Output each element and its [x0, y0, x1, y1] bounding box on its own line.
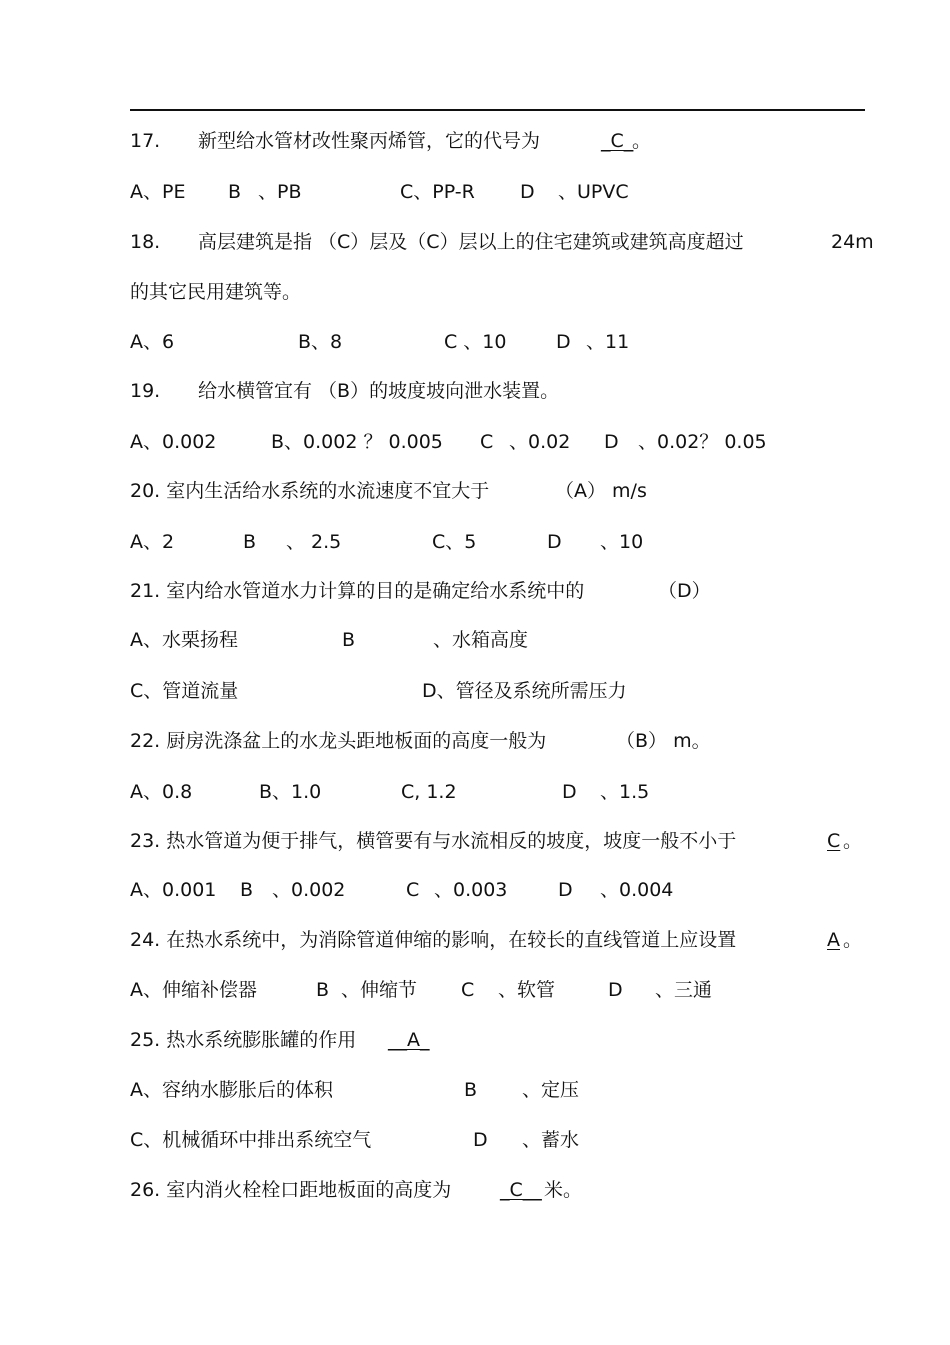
option-a: A、水栗扬程	[130, 629, 238, 651]
option-a: A、0.001	[130, 879, 217, 901]
option-c: C、管道流量	[130, 680, 239, 702]
option-a: A、伸缩补偿器	[130, 979, 257, 1001]
answer-blank: （A） m/s	[555, 480, 647, 502]
answer-blank: _C__	[500, 1179, 542, 1201]
option-d: D、管径及系统所需压力	[422, 680, 627, 702]
option-b: B、8	[298, 331, 343, 353]
option-c-letter: C	[406, 879, 420, 901]
question-text: 21. 室内给水管道水力计算的目的是确定给水系统中的	[130, 580, 585, 602]
question-text: 20. 室内生活给水系统的水流速度不宜大于	[130, 480, 490, 502]
option-d-letter: D	[547, 531, 562, 553]
option-d: 、0.004	[600, 879, 674, 901]
option-d-letter: D	[562, 781, 577, 803]
option-d: 、UPVC	[558, 181, 629, 203]
option-d: 、0.02？ 0.05	[638, 431, 767, 453]
option-a: A、6	[130, 331, 175, 353]
question-end: 。	[632, 130, 652, 152]
option-c: C、机械循环中排出系统空气	[130, 1129, 372, 1151]
option-d: 、蓄水	[522, 1129, 580, 1151]
question-number: 18.	[130, 231, 161, 253]
option-d: 、11	[586, 331, 630, 353]
option-c: 、0.003	[434, 879, 508, 901]
option-c: C 、10	[444, 331, 507, 353]
option-b-letter: B	[228, 181, 242, 203]
option-b: B、1.0	[259, 781, 322, 803]
option-b-letter: B	[342, 629, 356, 651]
answer-blank: C	[827, 830, 841, 852]
option-b: 、0.002	[272, 879, 346, 901]
option-b-letter: B	[464, 1079, 478, 1101]
answer-blank: A	[827, 929, 840, 951]
question-number: 19.	[130, 380, 161, 402]
option-a: A、0.8	[130, 781, 193, 803]
option-a: A、0.002	[130, 431, 217, 453]
option-d-letter: D	[473, 1129, 488, 1151]
option-a: A、容纳水膨胀后的体积	[130, 1079, 333, 1101]
question-text: 高层建筑是指 （C）层及（C）层以上的住宅建筑或建筑高度超过	[198, 231, 744, 253]
option-c: 、0.02	[509, 431, 571, 453]
question-text: 给水横管宜有 （B）的坡度坡向泄水装置。	[198, 380, 560, 402]
answer-blank: （D）	[658, 580, 711, 602]
option-b: 、伸缩节	[341, 979, 418, 1001]
question-number: 17.	[130, 130, 161, 152]
question-text: 23. 热水管道为便于排气，横管要有与水流相反的坡度，坡度一般不小于	[130, 830, 737, 852]
question-text: 26. 室内消火栓栓口距地板面的高度为	[130, 1179, 452, 1201]
header-rule	[130, 109, 865, 111]
option-a: A、2	[130, 531, 175, 553]
option-d-letter: D	[608, 979, 623, 1001]
question-text: 22. 厨房洗涤盆上的水龙头距地板面的高度一般为	[130, 730, 547, 752]
question-text: 新型给水管材改性聚丙烯管，它的代号为	[198, 130, 541, 152]
option-d: 、10	[600, 531, 644, 553]
option-b-letter: B	[316, 979, 330, 1001]
question-end: 。	[843, 830, 863, 852]
option-b-letter: B	[240, 879, 254, 901]
option-c: 、软管	[498, 979, 556, 1001]
option-d: 、三通	[655, 979, 713, 1001]
option-d-letter: D	[558, 879, 573, 901]
question-text: 24. 在热水系统中，为消除管道伸缩的影响，在较长的直线管道上应设置	[130, 929, 737, 951]
option-b: B、0.002 ？ 0.005	[271, 431, 443, 453]
question-text-end: 24m	[831, 231, 874, 253]
answer-blank: _C_	[601, 130, 634, 152]
question-text: 25. 热水系统膨胀罐的作用	[130, 1029, 357, 1051]
question-text-continued: 的其它民用建筑等。	[130, 281, 302, 303]
option-d-letter: D	[604, 431, 619, 453]
answer-blank: __A_	[388, 1029, 430, 1051]
option-c: C, 1.2	[401, 781, 457, 803]
option-d-letter: D	[556, 331, 571, 353]
option-b-letter: B	[243, 531, 257, 553]
option-d-letter: D	[520, 181, 535, 203]
option-c: C、5	[432, 531, 477, 553]
question-end: 米。	[544, 1179, 583, 1201]
option-c-letter: C	[461, 979, 475, 1001]
option-c: C、PP-R	[400, 181, 475, 203]
answer-blank: （B） m。	[616, 730, 711, 752]
option-b: 、 2.5	[286, 531, 342, 553]
option-b: 、水箱高度	[433, 629, 529, 651]
option-b: 、定压	[522, 1079, 580, 1101]
option-a: A、PE	[130, 181, 186, 203]
option-c-letter: C	[480, 431, 494, 453]
question-end: 。	[843, 929, 863, 951]
option-d: 、1.5	[600, 781, 650, 803]
option-b: 、PB	[258, 181, 302, 203]
